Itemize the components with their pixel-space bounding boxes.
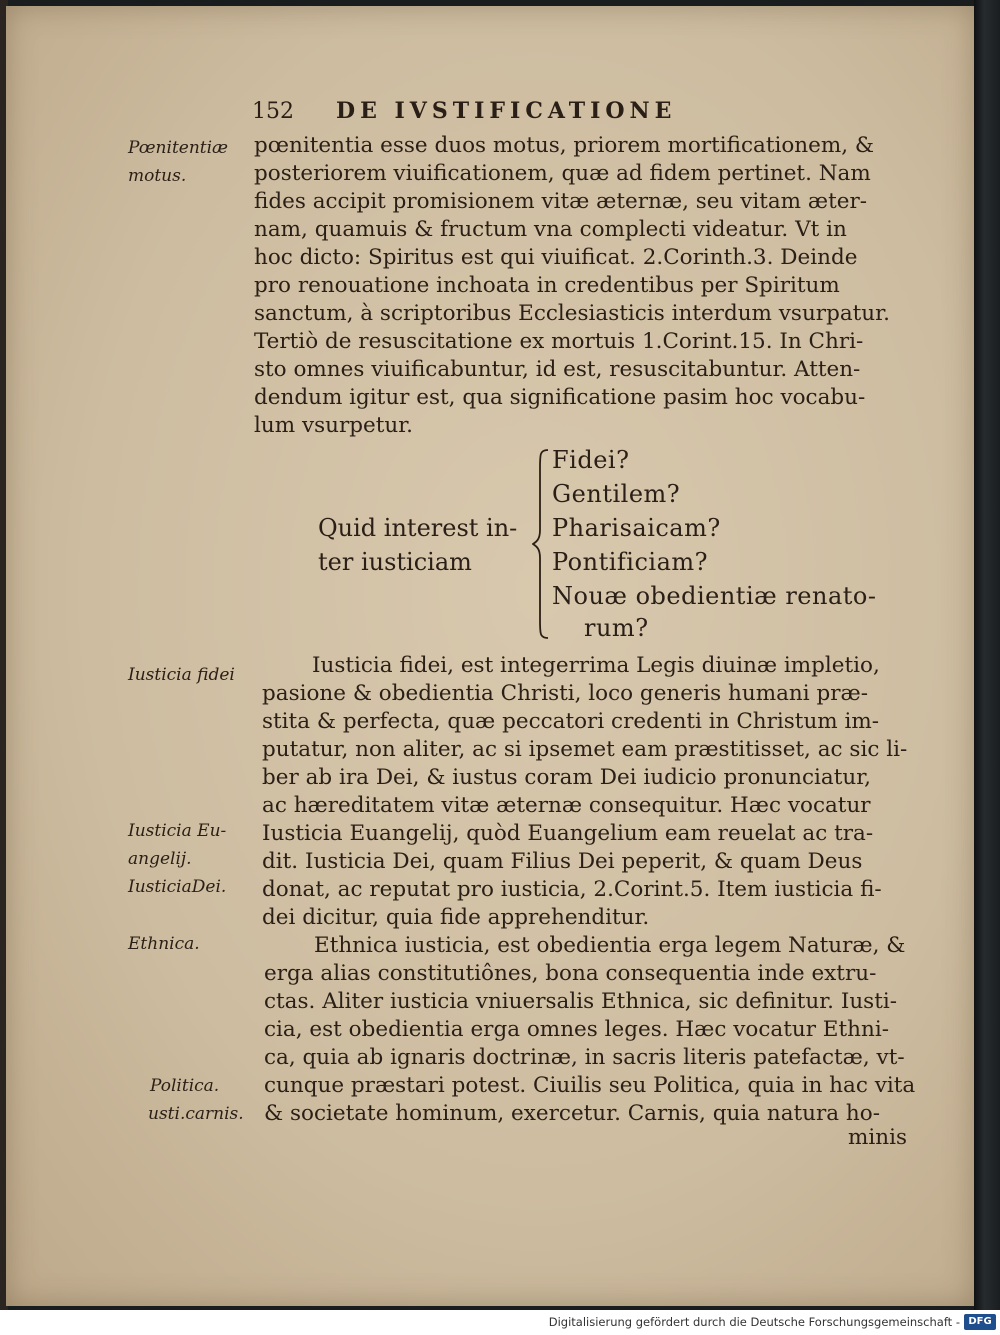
- brace-icon: [532, 448, 550, 640]
- text-line: posteriorem viuificationem, quæ ad fidem pertinet. Nam: [254, 161, 871, 186]
- margin-note: angelij.: [128, 849, 192, 869]
- funding-notice: Digitalisierung gefördert durch die Deutsche Forschungsgemeinschaft -: [548, 1315, 960, 1329]
- dfg-logo: DFG: [964, 1314, 996, 1330]
- margin-note: Iusticia fidei: [128, 665, 235, 685]
- text-line: cunque præstari potest. Ciuilis seu Politica, quia in hac vita: [264, 1073, 916, 1098]
- text-line: pasione & obedientia Christi, loco generis humani præ-: [262, 681, 868, 706]
- text-line: cia, est obedientia erga omnes leges. Hæc vocatur Ethni-: [264, 1017, 889, 1042]
- text-line: ctas. Aliter iusticia vniuersalis Ethnica, sic definitur. Iusti-: [264, 989, 897, 1014]
- margin-note: Pœnitentiæ: [128, 138, 229, 158]
- text-line: ac hæreditatem vitæ æternæ consequitur. Hæc vocatur: [262, 793, 871, 818]
- page-number: 152: [252, 99, 294, 124]
- text-line: stita & perfecta, quæ peccatori credenti in Christum im-: [262, 709, 880, 734]
- text-line: & societate hominum, exercetur. Carnis, quia natura ho-: [264, 1101, 880, 1126]
- text-line: hoc dicto: Spiritus est qui viuificat. 2.Corinth.3. Deinde: [254, 245, 858, 270]
- diagram-branch: Nouæ obedientiæ renato-: [552, 582, 877, 610]
- text-line: sanctum, à scriptoribus Ecclesiasticis interdum vsurpatur.: [254, 301, 890, 326]
- diagram-question: ter iusticiam: [318, 548, 472, 576]
- diagram-branch: Pharisaicam?: [552, 514, 721, 542]
- text-line: dei dicitur, quia fide apprehenditur.: [262, 905, 650, 930]
- diagram-question: Quid interest in-: [318, 514, 518, 542]
- text-line: dit. Iusticia Dei, quam Filius Dei peperit, & quam Deus: [262, 849, 863, 874]
- book-cover-edge-right: [974, 0, 1000, 1310]
- diagram-branch: rum?: [584, 614, 649, 642]
- text-line: erga alias constitutiônes, bona consequentia inde extru-: [264, 961, 877, 986]
- text-line: nam, quamuis & fructum vna complecti videatur. Vt in: [254, 217, 847, 242]
- running-title: DE IVSTIFICATIONE: [336, 98, 677, 124]
- text-line: pro renouatione inchoata in credentibus per Spiritum: [254, 273, 840, 298]
- running-head: [252, 98, 852, 124]
- text-line: putatur, non aliter, ac si ipsemet eam præstitisset, ac sic li-: [262, 737, 908, 762]
- text-line: Tertiò de resuscitatione ex mortuis 1.Corint.15. In Chri-: [254, 329, 864, 354]
- text-line: Iusticia fidei, est integerrima Legis diuinæ impletio,: [312, 653, 880, 678]
- text-line: pœnitentia esse duos motus, priorem mortificationem, &: [254, 133, 875, 158]
- diagram-branch: Fidei?: [552, 446, 630, 474]
- text-line: fides accipit promisionem vitæ æternæ, seu vitam æter-: [254, 189, 868, 214]
- text-line: ber ab ira Dei, & iustus coram Dei iudicio pronunciatur,: [262, 765, 871, 790]
- margin-note: motus.: [128, 166, 187, 186]
- text-line: sto omnes viuificabuntur, id est, resuscitabuntur. Atten-: [254, 357, 861, 382]
- margin-note: Ethnica.: [128, 934, 200, 954]
- text-line: lum vsurpetur.: [254, 413, 413, 438]
- margin-note: Iusticia Eu-: [128, 821, 227, 841]
- margin-note: Politica.: [150, 1076, 220, 1096]
- text-line: Iusticia Euangelij, quòd Euangelium eam reuelat ac tra-: [262, 821, 874, 846]
- text-line: ca, quia ab ignaris doctrinæ, in sacris literis patefactæ, vt-: [264, 1045, 905, 1070]
- text-line: Ethnica iusticia, est obedientia erga legem Naturæ, &: [314, 933, 906, 958]
- diagram-branch: Pontificiam?: [552, 548, 709, 576]
- catchword: minis: [848, 1125, 908, 1150]
- text-line: donat, ac reputat pro iusticia, 2.Corint.5. Item iusticia fi-: [262, 877, 882, 902]
- margin-note: usti.carnis.: [148, 1104, 244, 1124]
- text-line: dendum igitur est, qua significatione pasim hoc vocabu-: [254, 385, 866, 410]
- diagram-branch: Gentilem?: [552, 480, 681, 508]
- margin-note: IusticiaDei.: [128, 877, 227, 897]
